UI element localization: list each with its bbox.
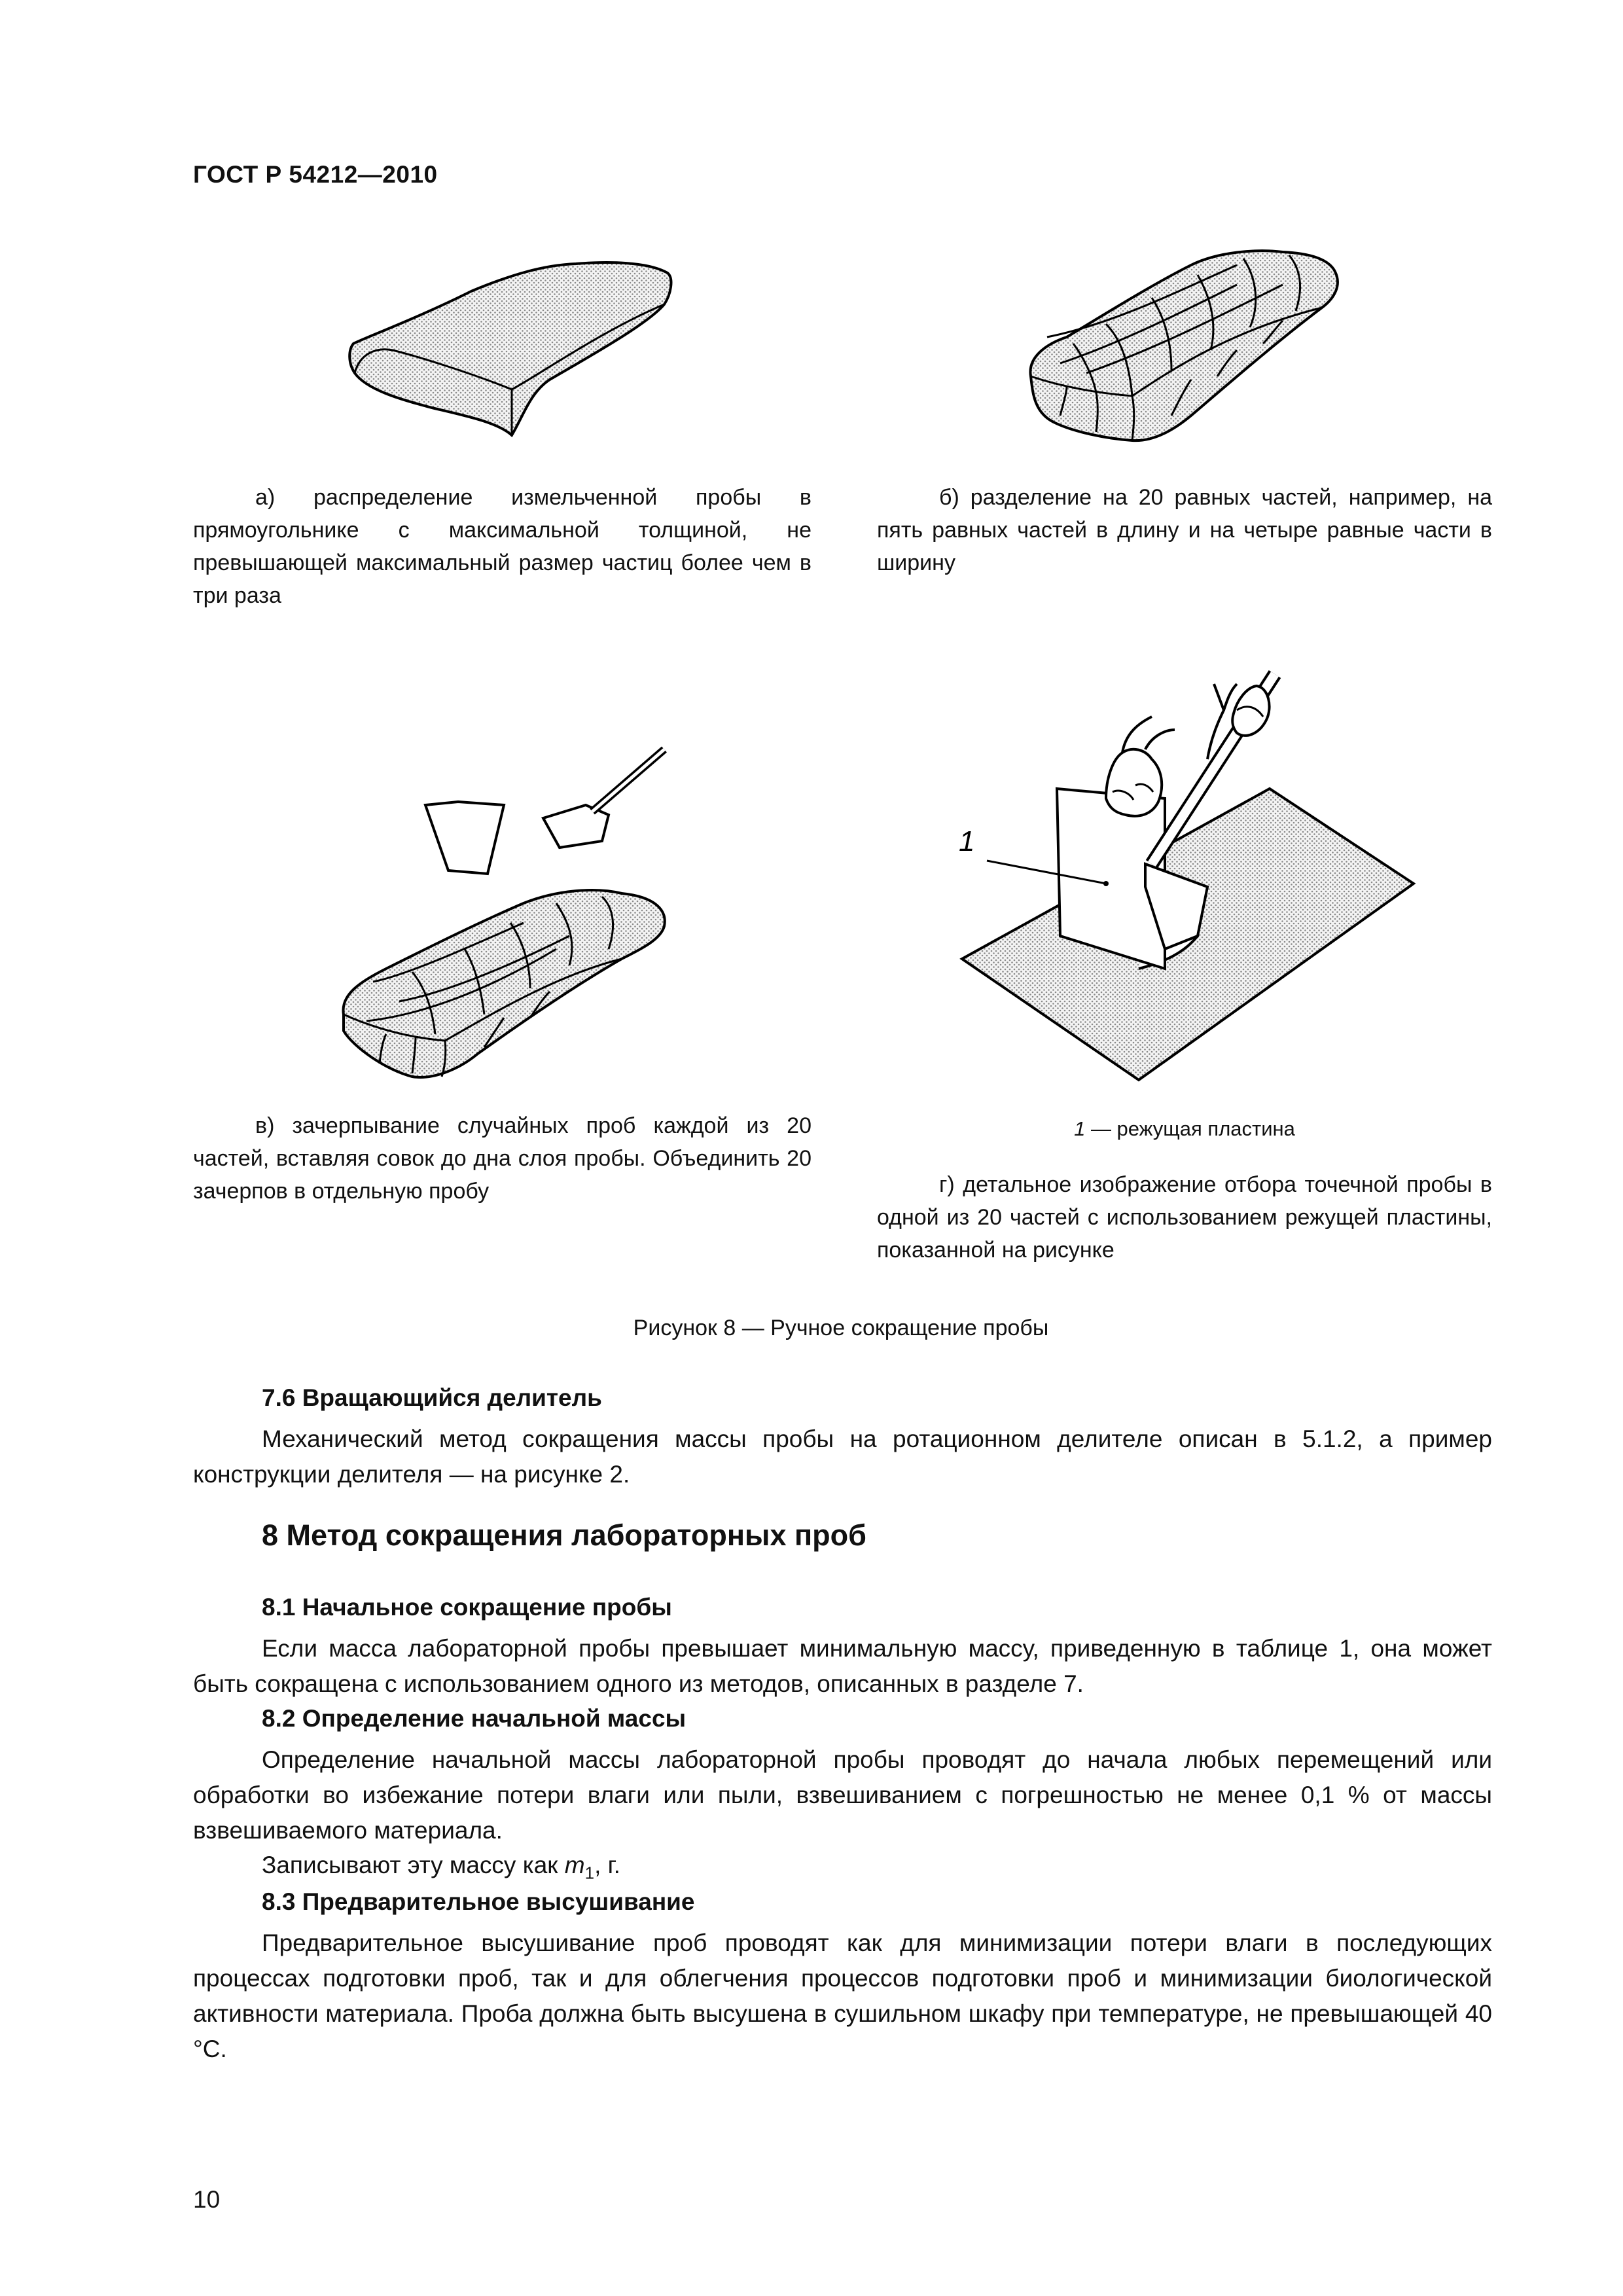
heading-8: 8 Метод сокращения лабораторных проб bbox=[262, 1518, 866, 1552]
paragraph-8-2: Определение начальной массы лабораторной пробы проводят до начала любых перемещений или обработки во избежание потери влаги или пыли, взвешиванием с погрешностью не менее 0,1 % от массы взвешиваемого материала. bbox=[193, 1746, 1492, 1844]
caption-a: а) распределение измельченной пробы в прямоугольнике с максимальной толщиной, не превышающей максимальный размер частиц более чем в три раза bbox=[193, 485, 812, 608]
caption-b: б) разделение на 20 равных частей, например, на пять равных частей в длину и на четыре равные части в ширину bbox=[877, 485, 1492, 575]
heading-8-1: 8.1 Начальное сокращение пробы bbox=[262, 1594, 672, 1621]
heading-8-2: 8.2 Определение начальной массы bbox=[262, 1705, 687, 1732]
scoop-icon bbox=[543, 805, 609, 848]
figure-title: Рисунок 8 — Ручное сокращение пробы bbox=[633, 1316, 1049, 1340]
mass-record-line: Записывают эту массу как $m_1$, г. bbox=[262, 1852, 620, 1883]
figure-b-divided-layer bbox=[1021, 245, 1348, 455]
document-code: ГОСТ Р 54212—2010 bbox=[193, 161, 438, 188]
heading-8-3: 8.3 Предварительное высушивание bbox=[262, 1888, 695, 1915]
figure-a-sample-layer bbox=[340, 259, 681, 455]
paragraph-8-1: Если масса лабораторной пробы превышает минимальную массу, приведенную в таблице 1, она может быть сокращена с использованием одного из методов, описанных в разделе 7. bbox=[193, 1635, 1492, 1697]
caption-g: г) детальное изображение отбора точечной пробы в одной из 20 частей с использованием режущей пластины, показанной на рисунке bbox=[877, 1172, 1492, 1263]
page-number: 10 bbox=[193, 2186, 221, 2213]
paragraph-8-3: Предварительное высушивание проб проводят как для минимизации потери влаги в последующих процессах подготовки проб, так и для облегчения процессов подготовки проб и минимизации биологической активности материала. Проба должна быть высушена в сушильном шкафу при температуре, не превышающей 40 °С. bbox=[193, 1929, 1492, 2062]
figure-g-cutting-detail bbox=[949, 661, 1446, 1106]
figure-v-scooping bbox=[334, 740, 700, 1093]
cutting-plate-icon bbox=[425, 802, 504, 874]
legend: 1 — режущая пластина bbox=[1074, 1117, 1295, 1140]
callout-label-1: 1 bbox=[959, 825, 975, 857]
heading-7-6: 7.6 Вращающийся делитель bbox=[262, 1384, 602, 1411]
paragraph-7-6: Механический метод сокращения массы пробы на ротационном делителе описан в 5.1.2, а пример конструкции делителя — на рисунке 2. bbox=[193, 1426, 1492, 1488]
caption-v: в) зачерпывание случайных проб каждой из 20 частей, вставляя совок до дна слоя пробы. Объединить 20 зачерпов в отдельную пробу bbox=[193, 1113, 812, 1204]
